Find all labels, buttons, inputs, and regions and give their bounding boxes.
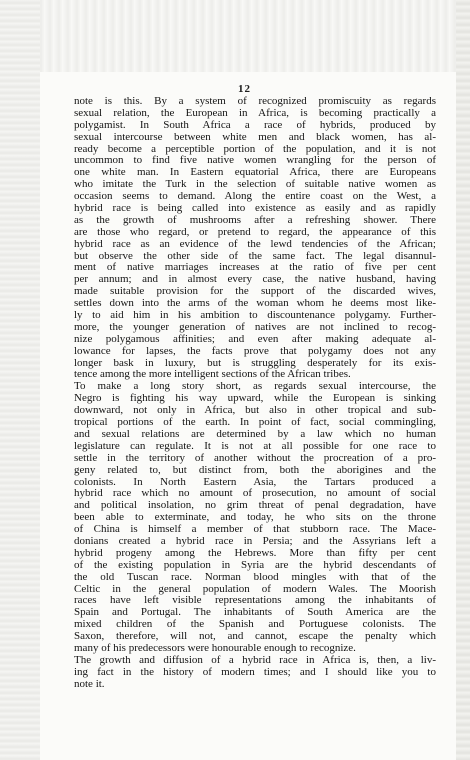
text-line: mixed children of the Spanish and Portuguese colonists. The bbox=[74, 618, 436, 631]
text-line: Spain and Portugal. The inhabitants of South America are the bbox=[74, 606, 436, 619]
text-line: of the existing population in Syria are the hybrid descendants of bbox=[74, 558, 436, 571]
text-line: settles down into the arms of the woman whom he deems most like- bbox=[74, 297, 436, 310]
text-line: colonists. In North Eastern Asia, the Tartars produced a bbox=[74, 475, 436, 488]
text-line: note it. bbox=[74, 677, 105, 690]
text-line: who imitate the Turk in the selection of suitable native women as bbox=[74, 178, 436, 191]
text-line: hybrid race is being called into existence as easily and as rapidly bbox=[74, 202, 436, 215]
text-line: but observe the other side of the same fact. The legal disannul- bbox=[74, 249, 436, 262]
text-line: uncommon to find five native women wrangling for the person of bbox=[74, 154, 436, 167]
text-line: hybrid race which no amount of prosecution, no amount of social bbox=[74, 487, 436, 500]
text-line: races have left visible representations among the inhabitants of bbox=[74, 594, 436, 607]
text-line: been able to exterminate, and today, he who sits on the throne bbox=[74, 511, 436, 524]
text-line: per annum; and in almost every case, the native husband, having bbox=[74, 273, 436, 286]
text-line: donians created a hybrid race in Persia; and the Assyrians left a bbox=[74, 534, 436, 547]
text-line: occasion seems to demand. Along the entire coast on the West, a bbox=[74, 190, 436, 203]
text-line: one white man. In Eastern equatorial Africa, there are Europeans bbox=[74, 166, 436, 179]
text-line: sexual intercourse between white men and black women, has al- bbox=[74, 130, 436, 143]
scan-left-margin bbox=[0, 0, 40, 760]
text-line: longer bask in luxury, but is struggling desperately for its exis- bbox=[74, 356, 436, 369]
body-text bbox=[74, 96, 436, 691]
text-line: ing fact in the history of modern times; and I should like you to bbox=[74, 665, 436, 678]
text-line: settle in the territory of another without the procreation of a pro- bbox=[74, 451, 436, 464]
text-line: of China is himself a member of that stubborn race. The Mace- bbox=[74, 523, 436, 536]
text-line: note is this. By a system of recognized promiscuity as regards bbox=[74, 95, 436, 107]
page-number: 12 bbox=[238, 83, 251, 95]
text-line: hybrid race as an evidence of the lewd tendencies of the African; bbox=[74, 237, 436, 250]
text-line: and sexual relations are determined by a law which no human bbox=[74, 427, 436, 440]
text-line: ly to aid him in his ambition to discountenance polygamy. Further- bbox=[74, 309, 436, 322]
text-line: as the growth of mushrooms after a refreshing shower. There bbox=[74, 213, 436, 226]
text-line: polygamist. In South Africa a race of hybrids, produced by bbox=[74, 118, 436, 131]
text-line: tence among the more intelligent sections of the African tribes. bbox=[74, 368, 351, 381]
text-line: hybrid progeny among the Hebrews. More than fifty per cent bbox=[74, 546, 436, 559]
text-line: the old Tuscan race. Norman blood mingles with that of the bbox=[74, 570, 436, 583]
text-line: To make a long story short, as regards sexual intercourse, the bbox=[74, 380, 436, 393]
text-line: Celtic in the general population of modern Wales. The Moorish bbox=[74, 582, 436, 595]
text-line: lowance for lapses, the facts prove that polygamy does not any bbox=[74, 344, 436, 357]
scan-top-band bbox=[0, 0, 470, 72]
text-line: sexual relation, the European in Africa, is becoming practically a bbox=[74, 106, 436, 119]
text-line: downward, not only in Africa, but also in other tropical and sub- bbox=[74, 404, 436, 417]
text-line: nize polygamous affinities; and even after making adequate al- bbox=[74, 332, 436, 345]
text-line: geny related to, but distinct from, both the aborigines and the bbox=[74, 463, 436, 476]
text-line: Saxon, therefore, will not, and cannot, escape the penalty which bbox=[74, 630, 436, 643]
text-line: The growth and diffusion of a hybrid race in Africa is, then, a liv- bbox=[74, 653, 436, 666]
scan-right-margin bbox=[456, 0, 470, 760]
text-line: many of his predecessors were honourable enough to recognize. bbox=[74, 641, 356, 654]
text-line: and political insolation, no grim threat of penal degradation, have bbox=[74, 499, 436, 512]
text-line: made suitable provision for the support of the discarded wives, bbox=[74, 285, 436, 298]
text-line: Negro is fighting his way upward, while the European is sinking bbox=[74, 392, 436, 405]
text-line: more, the younger generation of natives are not inclined to recog- bbox=[74, 320, 436, 333]
text-line: ready become a perceptible portion of the population, and it is not bbox=[74, 142, 436, 155]
text-line: tropical portions of the earth. In point of fact, social commingling, bbox=[74, 416, 436, 429]
text-line: ment of native marriages increases at the ratio of five per cent bbox=[74, 261, 436, 274]
text-line: legislature can regulate. It is not at all possible for one race to bbox=[74, 439, 436, 452]
text-line: are those who regard, or pretend to regard, the appearance of this bbox=[74, 225, 436, 238]
